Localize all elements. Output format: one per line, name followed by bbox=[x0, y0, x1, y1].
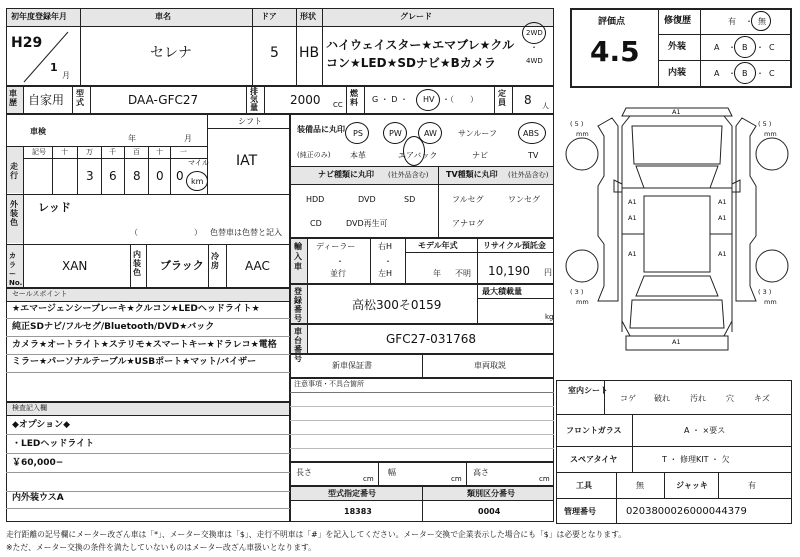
inspection-month: 月 bbox=[184, 134, 192, 143]
side-profile-left bbox=[598, 118, 618, 301]
car-name-label: 車名 bbox=[155, 12, 171, 21]
tv-fullseg: フルセグ bbox=[452, 195, 484, 204]
equip-airbag-circle bbox=[403, 136, 425, 166]
color-value: レッド bbox=[38, 201, 71, 214]
equip-pw-circle bbox=[383, 122, 407, 144]
import-right-h: 右H bbox=[378, 242, 393, 251]
type-value: 18383 bbox=[344, 507, 372, 516]
model-value: DAA-GFC27 bbox=[128, 93, 199, 107]
int-c: C bbox=[769, 69, 775, 78]
ext-b: B bbox=[742, 43, 748, 52]
wheel-front-left bbox=[566, 138, 598, 170]
equip-abs: ABS bbox=[523, 129, 539, 138]
wheel-front-right bbox=[756, 138, 788, 170]
wheel-rear-left bbox=[566, 250, 598, 282]
reg-year-label: 初年度登録年月 bbox=[11, 12, 67, 21]
import-dot-2: ・ bbox=[384, 257, 392, 266]
color-paren: （ ） bbox=[130, 228, 202, 237]
displacement-label: 排気量 bbox=[250, 87, 258, 112]
navi-sublabel: (社外品含む) bbox=[388, 171, 429, 179]
shape-value: HB bbox=[299, 45, 320, 61]
fuel-label: 燃料 bbox=[350, 89, 358, 107]
roof-outline bbox=[644, 196, 710, 272]
tire-depth-rl: ( 3 ) bbox=[570, 288, 584, 296]
height-unit: cm bbox=[539, 475, 550, 483]
fuel-other: ・（ ） bbox=[442, 95, 478, 104]
score-label: 評価点 bbox=[598, 17, 626, 27]
equipment-sublabel: (純正のみ) bbox=[297, 151, 331, 159]
tv-oneseg: ワンセグ bbox=[508, 195, 540, 204]
class-label: 類別区分番号 bbox=[467, 489, 515, 498]
equip-airbag: エアバック bbox=[398, 151, 438, 160]
unit-ten-thousand-ten: 十 bbox=[61, 148, 68, 156]
mark-right-rear-door: A1 bbox=[718, 250, 727, 258]
color-no-label: カラーNo. bbox=[9, 252, 23, 287]
exterior-label: 外装 bbox=[668, 42, 687, 52]
interior-label: 内装 bbox=[668, 68, 687, 78]
equip-pw: PW bbox=[389, 129, 402, 138]
equip-ps: PS bbox=[353, 129, 363, 138]
body-top-outline bbox=[622, 116, 732, 336]
registration-value: 高松300そ0159 bbox=[352, 298, 442, 312]
header-label-band bbox=[7, 9, 553, 26]
side-profile-right bbox=[736, 118, 756, 301]
front-glass-label: フロントガラス bbox=[566, 426, 622, 435]
sales-line-1: ★エマージェンシーブレーキ★クルコン★LEDヘッドライト★ bbox=[12, 304, 260, 314]
mileage-label: 走行 bbox=[10, 162, 18, 180]
length-label: 長さ bbox=[296, 468, 312, 477]
sales-points-label: セールスポイント bbox=[12, 290, 68, 298]
front-glass-value: A ・ ×要ス bbox=[684, 426, 726, 435]
import-left-h: 左H bbox=[378, 269, 393, 278]
displacement-value: 2000 bbox=[290, 93, 321, 107]
repair-no: 無 bbox=[758, 17, 766, 26]
ext-c: C bbox=[769, 43, 775, 52]
int-b: B bbox=[742, 69, 748, 78]
length-unit: cm bbox=[363, 475, 374, 483]
windshield bbox=[636, 166, 718, 188]
fuel-options: G ・ D ・ bbox=[372, 95, 408, 104]
import-dealer: ディーラー bbox=[316, 242, 356, 251]
fuel-selected: HV bbox=[423, 95, 435, 104]
car-damage-diagram bbox=[560, 96, 794, 378]
sheet-yogore: 汚れ bbox=[690, 394, 706, 403]
ac-label: 冷房 bbox=[211, 252, 219, 270]
color-note: 色替車は色替と記入 bbox=[210, 228, 282, 237]
recycle-unit: 円 bbox=[544, 268, 552, 277]
ext-b-circle bbox=[734, 36, 756, 58]
class-value: 0004 bbox=[478, 507, 501, 516]
score-value: 4.5 bbox=[590, 35, 640, 68]
chassis-label: 車台番号 bbox=[294, 327, 302, 363]
manual-label: 車両取説 bbox=[474, 361, 506, 370]
car-name-value: セレナ bbox=[150, 45, 192, 61]
inspection-year: 年 bbox=[128, 134, 136, 143]
unit-sen: 千 bbox=[109, 148, 116, 156]
tire-mm-fl: mm bbox=[576, 130, 589, 138]
navi-label: ナビ種類に丸印 bbox=[318, 170, 374, 179]
spare-tire-label: スペアタイヤ bbox=[570, 455, 618, 464]
notes-label: 注意事項・不具合箇所 bbox=[294, 380, 364, 388]
cc-unit: CC bbox=[333, 101, 343, 109]
reg-month: 1 bbox=[50, 61, 58, 74]
capacity-unit: 人 bbox=[542, 102, 549, 110]
sheet-kizu: キズ bbox=[754, 394, 770, 403]
mark-right-front-door-2: A1 bbox=[718, 214, 727, 222]
mileage-digit-3: 8 bbox=[133, 169, 141, 183]
interior-color-value: ブラック bbox=[160, 259, 204, 272]
recycle-value: 10,190 bbox=[488, 264, 530, 278]
mileage-digit-2: 6 bbox=[109, 169, 117, 183]
inspector-line-2: ・LEDヘッドライト bbox=[12, 439, 95, 449]
color-label: 外装色 bbox=[10, 200, 18, 227]
sheet-yabure: 破れ bbox=[654, 394, 670, 403]
hood-outline bbox=[632, 126, 722, 164]
reg-year-era: H29 bbox=[11, 35, 43, 51]
drive-dot: ・ bbox=[530, 43, 538, 52]
ext-a: A bbox=[714, 43, 720, 52]
shift-value: IAT bbox=[236, 153, 258, 169]
tire-mm-rl: mm bbox=[576, 298, 589, 306]
tailgate bbox=[630, 300, 724, 328]
unit-man: 万 bbox=[86, 148, 93, 156]
equipment-label: 装備品に丸印 bbox=[297, 125, 345, 134]
equip-leather: 本革 bbox=[350, 151, 366, 160]
door-label: ドア bbox=[261, 12, 277, 21]
tire-depth-fl: ( 5 ) bbox=[570, 120, 584, 128]
tire-mm-fr: mm bbox=[764, 130, 777, 138]
max-load-label: 最大積載量 bbox=[482, 287, 522, 296]
management-value: 0203800026000044379 bbox=[626, 506, 747, 517]
tools-label: 工具 bbox=[576, 481, 592, 490]
int-dot-2: ・ bbox=[756, 69, 764, 78]
tools-value: 無 bbox=[636, 481, 644, 490]
int-dot-1: ・ bbox=[728, 69, 736, 78]
interior-color-label: 内装色 bbox=[133, 250, 141, 277]
warranty-label: 新車保証書 bbox=[332, 361, 372, 370]
recycle-label: リサイクル預託金 bbox=[483, 241, 546, 250]
sheet-ana: 穴 bbox=[726, 394, 734, 403]
drive-2wd-circle bbox=[522, 22, 546, 44]
reg-month-unit: 月 bbox=[62, 71, 70, 80]
mileage-digit-4: 0 bbox=[156, 169, 164, 183]
rear-window bbox=[636, 276, 718, 296]
ext-dot-1: ・ bbox=[728, 43, 736, 52]
mark-left-rear-door: A1 bbox=[628, 250, 637, 258]
doors-value: 5 bbox=[270, 45, 279, 61]
footer-note-2: ※ただ、メーター交換の条件を満たしていないものはメーター改ざん車扱いとなります。 bbox=[6, 543, 316, 552]
tire-depth-fr: ( 5 ) bbox=[758, 120, 772, 128]
width-unit: cm bbox=[451, 475, 462, 483]
tv-sublabel: (社外品含む) bbox=[508, 171, 549, 179]
capacity-label: 定員 bbox=[498, 89, 506, 107]
mark-right-front-door: A1 bbox=[718, 198, 727, 206]
use-value: 自家用 bbox=[28, 93, 65, 107]
import-dot-1: ・ bbox=[336, 257, 344, 266]
mileage-mark-label: 記号 bbox=[32, 148, 46, 156]
drive-2wd: 2WD bbox=[526, 29, 543, 37]
registration-label: 登録番号 bbox=[294, 287, 302, 323]
int-b-circle bbox=[734, 62, 756, 84]
unit-ichi: 一 bbox=[180, 148, 187, 156]
model-year-label: モデル年式 bbox=[418, 241, 458, 250]
sheet-koge: コゲ bbox=[620, 394, 636, 403]
chassis-value: GFC27-031768 bbox=[386, 332, 476, 346]
km-circle bbox=[186, 171, 208, 191]
repair-no-circle bbox=[751, 11, 771, 31]
mile-label: マイル bbox=[188, 159, 209, 167]
repair-dot: ・ bbox=[745, 17, 753, 26]
inspector-line-1: ◆オプション◆ bbox=[12, 420, 71, 430]
jack-value: 有 bbox=[748, 481, 756, 490]
equip-aw: AW bbox=[424, 129, 437, 138]
inspector-line-3: ￥60,000− bbox=[12, 458, 64, 468]
km-label: km bbox=[191, 177, 204, 186]
repair-yes: 有 bbox=[728, 17, 736, 26]
mark-left-front-door: A1 bbox=[628, 198, 637, 206]
grade-line-2: コン★LED★SDナビ★Bカメラ bbox=[326, 56, 496, 70]
mileage-digit-5: 0 bbox=[176, 169, 184, 183]
ac-value: AAC bbox=[245, 259, 270, 273]
drive-4wd: 4WD bbox=[526, 57, 543, 65]
model-year-unknown: 不明 bbox=[455, 269, 471, 278]
tire-depth-rr: ( 3 ) bbox=[758, 288, 772, 296]
shape-label: 形状 bbox=[300, 12, 316, 21]
navi-sd: SD bbox=[404, 195, 416, 204]
grade-line-1: ハイウェイスター★エマブレ★クル bbox=[326, 38, 515, 52]
spare-tire-value: T ・ 修理KIT ・ 欠 bbox=[662, 455, 730, 464]
interior-sheet-label: 室内シート bbox=[568, 386, 608, 395]
equip-tv: TV bbox=[528, 151, 539, 160]
ext-dot-2: ・ bbox=[756, 43, 764, 52]
navi-dvd: DVD bbox=[358, 195, 376, 204]
mark-left-front-door-2: A1 bbox=[628, 214, 637, 222]
equip-navi: ナビ bbox=[472, 151, 488, 160]
equip-abs-circle bbox=[518, 122, 546, 144]
unit-ju: 十 bbox=[156, 148, 163, 156]
equip-ps-circle bbox=[345, 122, 369, 144]
mileage-digit-1: 3 bbox=[86, 169, 94, 183]
navi-cd: CD bbox=[310, 219, 322, 228]
int-a: A bbox=[714, 69, 720, 78]
mark-front-bumper: A1 bbox=[672, 108, 681, 116]
equip-sunroof: サンルーフ bbox=[458, 129, 497, 138]
sales-line-2: 純正SDナビ/フルセグ/Bluetooth/DVD★バック bbox=[12, 322, 215, 332]
kg-unit: kg bbox=[545, 313, 554, 321]
dimensions-row bbox=[290, 462, 554, 486]
navi-hdd: HDD bbox=[306, 195, 325, 204]
grade-label: グレード bbox=[400, 12, 432, 21]
unit-hyaku: 百 bbox=[133, 148, 140, 156]
type-label: 型式指定番号 bbox=[328, 489, 376, 498]
width-label: 幅 bbox=[388, 468, 396, 477]
management-label: 管理番号 bbox=[564, 507, 596, 516]
tv-analog: アナログ bbox=[452, 219, 484, 228]
sales-line-3: カメラ★オートライト★ステリモ★スマートキー★ドラレコ★電格 bbox=[12, 340, 277, 350]
navi-dvd-play: DVD再生可 bbox=[346, 219, 388, 228]
shift-label: シフト bbox=[238, 117, 262, 126]
color-no-value: XAN bbox=[62, 259, 88, 273]
model-year-unit: 年 bbox=[433, 269, 441, 278]
repair-label: 修復歴 bbox=[664, 16, 692, 26]
tire-mm-rr: mm bbox=[764, 298, 777, 306]
jack-label: ジャッキ bbox=[676, 481, 708, 490]
height-label: 高さ bbox=[473, 468, 489, 477]
inspection-label: 車検 bbox=[30, 127, 46, 136]
mark-rear-bumper: A1 bbox=[672, 338, 681, 346]
use-label: 車歴 bbox=[9, 89, 17, 107]
footer-note-1: 走行距離の記号欄にメーター改ざん車は「*」、メーター交換車は「$」、走行不明車は「#」を記入してください。メーター交換で企業表示した場合にも「$」は必要となります。 bbox=[6, 530, 627, 539]
wheel-rear-right bbox=[756, 250, 788, 282]
fuel-hv-circle bbox=[416, 89, 440, 111]
import-parallel: 並行 bbox=[330, 269, 346, 278]
import-label: 輸入車 bbox=[294, 242, 302, 271]
inspector-line-5: 内外装ウスA bbox=[12, 493, 64, 503]
tv-label: TV種類に丸印 bbox=[446, 170, 498, 179]
capacity-value: 8 bbox=[524, 93, 532, 107]
inspector-label: 検査記入欄 bbox=[12, 404, 47, 412]
sales-line-4: ミラー★パーソナルテーブル★USBポート★マット/バイザー bbox=[12, 357, 257, 367]
model-label: 型式 bbox=[76, 89, 84, 107]
